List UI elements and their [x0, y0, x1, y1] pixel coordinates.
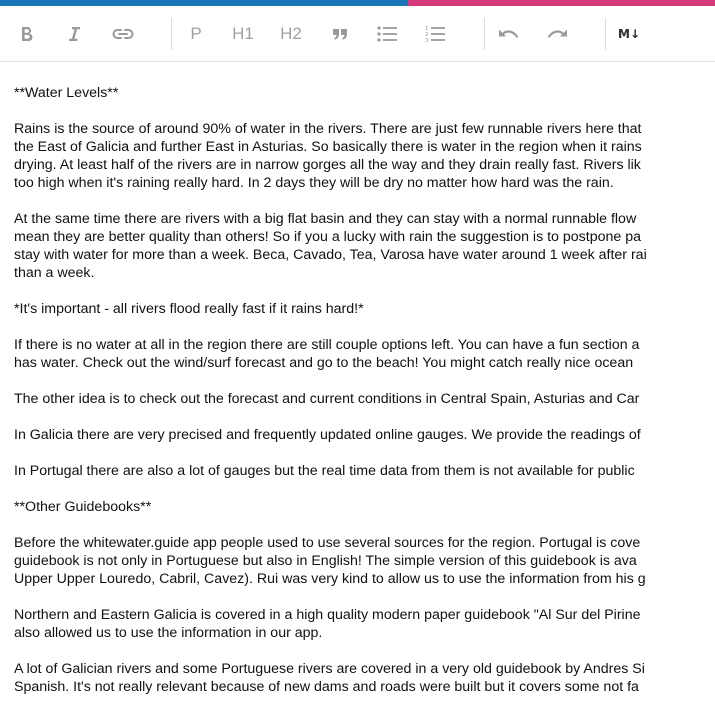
- editor-paragraph: [14, 462, 715, 480]
- editor-paragraph: [14, 606, 715, 642]
- heading-1-button[interactable]: [227, 18, 259, 50]
- editor-paragraph: [14, 120, 715, 192]
- link-icon: [112, 28, 134, 40]
- toolbar-divider: [605, 18, 606, 50]
- paragraph-button[interactable]: [180, 18, 212, 50]
- editor-line: mean they are better quality than others! So if you a lucky with rain the suggestion is to postpone pa: [14, 229, 641, 245]
- undo-icon: [498, 27, 520, 41]
- svg-text:3: 3: [425, 38, 429, 43]
- editor-paragraph: [14, 426, 715, 444]
- editor-line: In Portugal there are also a lot of gauges but the real time data from them is not available for public: [14, 463, 635, 479]
- paragraph-label: P: [190, 24, 202, 43]
- heading-2-button[interactable]: [275, 18, 307, 50]
- italic-icon: [67, 26, 81, 42]
- toolbar-divider: [484, 18, 485, 50]
- editor-line: too high when it's raining really hard. In 2 days they will be dry no matter how hard was the rain.: [14, 175, 614, 191]
- editor-paragraph: [14, 210, 715, 282]
- svg-text:2: 2: [425, 32, 429, 38]
- heading-2-label: H2: [280, 24, 302, 43]
- editor-line: drying. At least half of the rivers are in narrow gorges all the way and they drain really fast. Rivers lik: [14, 157, 641, 173]
- editor-paragraph: [14, 498, 715, 516]
- editor-line: Northern and Eastern Galicia is covered in a high quality modern paper guidebook "Al Sur del Pirine: [14, 607, 641, 623]
- editor-line: In Galicia there are very precised and frequently updated online gauges. We provide the readings of: [14, 427, 641, 443]
- editor-line: Rains is the source of around 90% of water in the rivers. There are just few runnable rivers here that: [14, 121, 642, 137]
- redo-icon: [546, 27, 568, 41]
- editor-line: Upper Upper Louredo, Cabril, Cavez). Rui was very kind to allow us to use the information from his g: [14, 571, 646, 587]
- quote-icon: [332, 28, 348, 40]
- bullet-list-button[interactable]: [371, 18, 403, 50]
- editor-line: stay with water for more than a week. Beca, Cavado, Tea, Varosa have water around 1 week after rai: [14, 247, 647, 263]
- numbered-list-icon: [425, 25, 445, 43]
- redo-button[interactable]: [541, 18, 573, 50]
- bullet-list-icon: [377, 26, 397, 42]
- editor-paragraph: [14, 534, 715, 588]
- editor-line: the East of Galicia and further East in Asturias. So basically there is water in the region when it rains: [14, 139, 642, 155]
- editor-line: If there is no water at all in the region there are still couple options left. You can have a fun section a: [14, 337, 640, 353]
- markdown-icon: M↓: [618, 27, 640, 41]
- bold-icon: [20, 26, 34, 42]
- editor-text-area[interactable]: [14, 84, 715, 705]
- editor-line: Spanish. It's not really relevant because of new dams and roads were built but it covers some not fa: [14, 679, 639, 695]
- markdown-toggle-button[interactable]: [613, 18, 645, 50]
- editor-line: A lot of Galician rivers and some Portuguese rivers are covered in a very old guidebook by Andres Si: [14, 661, 645, 677]
- editor-line: than a week.: [14, 265, 95, 281]
- italic-button[interactable]: [58, 18, 90, 50]
- editor-line: **Water Levels**: [14, 85, 119, 101]
- undo-button[interactable]: [493, 18, 525, 50]
- editor-paragraph: [14, 336, 715, 372]
- editor-line: At the same time there are rivers with a big flat basin and they can stay with a normal runnable flow: [14, 211, 637, 227]
- editor-paragraph: [14, 660, 715, 696]
- quote-button[interactable]: [324, 18, 356, 50]
- editor-line: also allowed us to use the information in our app.: [14, 625, 323, 641]
- editor-line: The other idea is to check out the forecast and current conditions in Central Spain, Asturias and Car: [14, 391, 640, 407]
- editor-line: Before the whitewater.guide app people used to use several sources for the region. Portugal is cove: [14, 535, 641, 551]
- link-button[interactable]: [107, 18, 139, 50]
- toolbar-divider: [171, 18, 172, 50]
- bold-button[interactable]: [11, 18, 43, 50]
- editor-line: **Other Guidebooks**: [14, 499, 152, 515]
- editor-line: *It's important - all rivers flood really fast if it rains hard!*: [14, 301, 364, 317]
- editor-paragraph: [14, 84, 715, 102]
- editor-line: has water. Check out the wind/surf forecast and go to the beach! You might catch really nice ocean: [14, 355, 634, 371]
- heading-1-label: H1: [232, 24, 254, 43]
- numbered-list-button[interactable]: [419, 18, 451, 50]
- editor-line: guidebook is not only in Portuguese but also in English! The simple version of this guidebook is ava: [14, 553, 637, 569]
- editor-toolbar: [0, 6, 715, 62]
- editor-paragraph: [14, 390, 715, 408]
- svg-text:1: 1: [425, 26, 429, 32]
- editor-paragraph: [14, 300, 715, 318]
